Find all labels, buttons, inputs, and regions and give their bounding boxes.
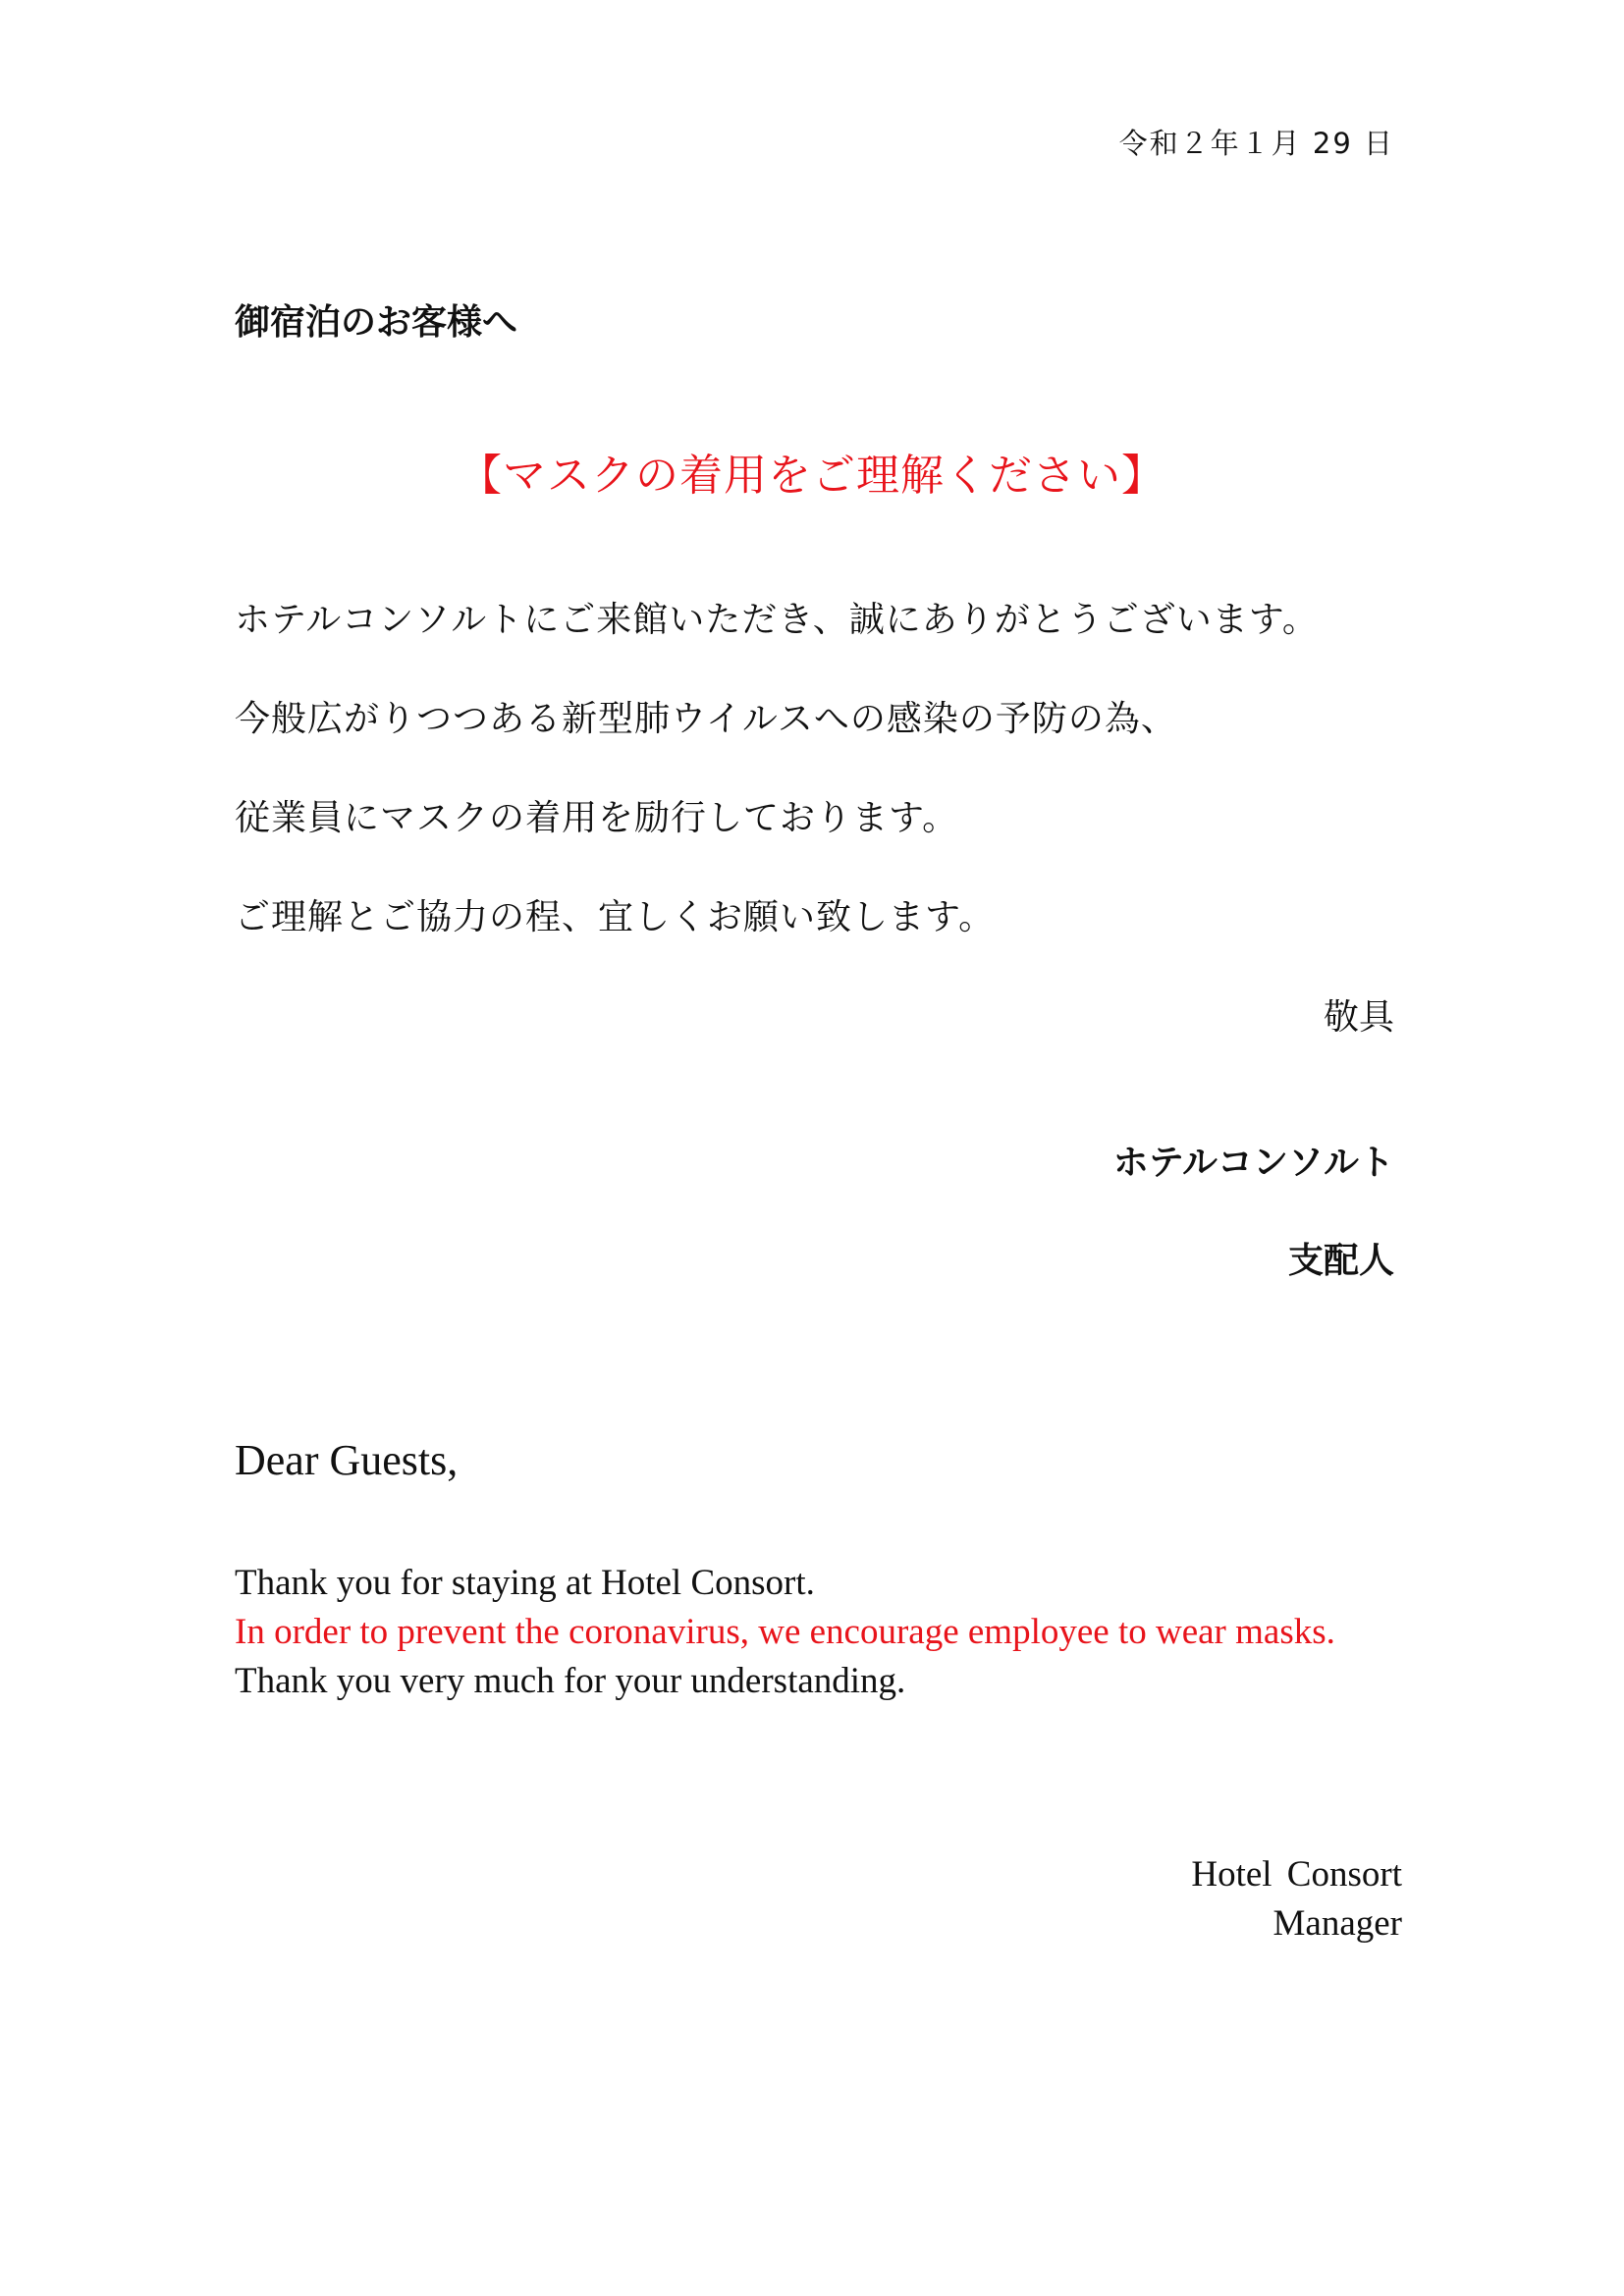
japanese-paragraph: 今般広がりつつある新型肺ウイルスへの感染の予防の為、 <box>235 699 1177 739</box>
notice-heading: 【マスクの着用をご理解ください】 <box>459 451 1165 501</box>
japanese-paragraph: ホテルコンソルトにご来館いただき、誠にありがとうございます。 <box>235 600 1319 640</box>
english-body <box>235 1559 1402 1706</box>
japanese-signature-hotel: ホテルコンソルト <box>1112 1143 1394 1183</box>
document-date: 令和２年１月 29 日 <box>1118 127 1394 160</box>
english-thanks-line: Thank you for staying at Hotel Consort. <box>235 1563 815 1603</box>
japanese-salutation: 御宿泊のお客様へ <box>235 302 518 343</box>
japanese-signature-title: 支配人 <box>1287 1241 1394 1281</box>
japanese-closing: 敬具 <box>1323 997 1394 1038</box>
english-mask-notice: In order to prevent the coronavirus, we encourage employee to wear masks. <box>235 1612 1335 1652</box>
english-salutation: Dear Guests, <box>235 1436 459 1484</box>
english-understanding-line: Thank you very much for your understanding. <box>235 1661 906 1701</box>
japanese-paragraph: ご理解とご協力の程、宜しくお願い致します。 <box>235 897 996 937</box>
english-signature-title: Manager <box>1272 1903 1402 1944</box>
japanese-paragraph: 従業員にマスクの着用を励行しております。 <box>235 798 959 838</box>
english-signature-hotel: Hotel Consort <box>1191 1854 1402 1895</box>
